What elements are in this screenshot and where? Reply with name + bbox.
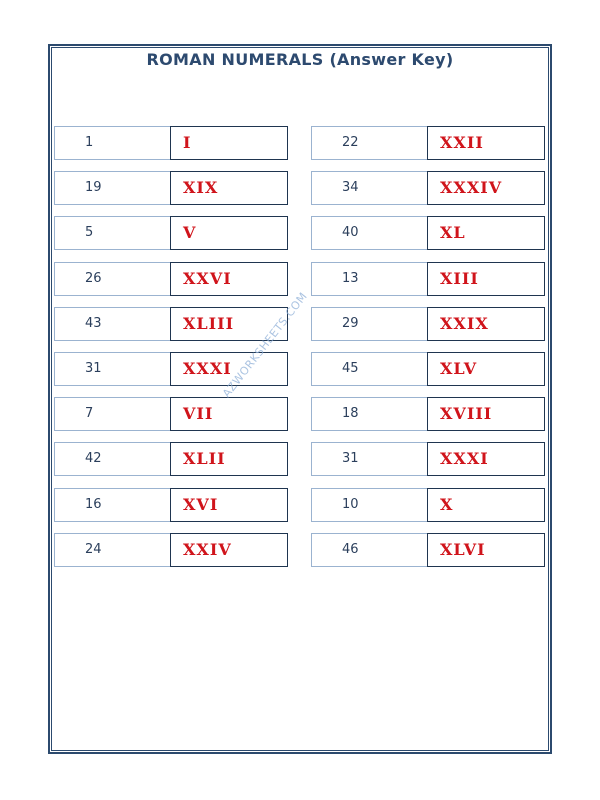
roman-answer-cell: VII: [170, 397, 288, 431]
roman-answer-cell: XXXIV: [427, 171, 545, 205]
roman-answer-cell: XXVI: [170, 262, 288, 296]
right-column: [311, 126, 545, 578]
number-cell: 31: [311, 442, 428, 476]
table-row: [54, 262, 288, 296]
roman-answer-cell: X: [427, 488, 545, 522]
table-row: [54, 488, 288, 522]
roman-answer-cell: XVIII: [427, 397, 545, 431]
number-cell: 18: [311, 397, 428, 431]
roman-answer-cell: XXXI: [170, 352, 288, 386]
number-cell: 40: [311, 216, 428, 250]
worksheet-title: ROMAN NUMERALS (Answer Key): [146, 50, 454, 69]
number-cell: 34: [311, 171, 428, 205]
table-row: [54, 216, 288, 250]
roman-answer-cell: XXIV: [170, 533, 288, 567]
number-cell: 26: [54, 262, 171, 296]
number-cell: 29: [311, 307, 428, 341]
table-row: [54, 442, 288, 476]
roman-answer-cell: XLV: [427, 352, 545, 386]
table-row: [54, 533, 288, 567]
number-cell: 31: [54, 352, 171, 386]
number-cell: 1: [54, 126, 171, 160]
roman-answer-cell: XXIX: [427, 307, 545, 341]
watermark: AZWORKSHEETS.COM: [220, 289, 311, 401]
number-cell: 42: [54, 442, 171, 476]
table-row: [311, 488, 545, 522]
number-cell: 46: [311, 533, 428, 567]
table-row: [311, 171, 545, 205]
number-cell: 16: [54, 488, 171, 522]
number-cell: 45: [311, 352, 428, 386]
table-row: [311, 216, 545, 250]
number-cell: 22: [311, 126, 428, 160]
roman-answer-cell: XIX: [170, 171, 288, 205]
table-row: [311, 442, 545, 476]
roman-answer-cell: XXII: [427, 126, 545, 160]
table-row: [311, 397, 545, 431]
table-row: [54, 307, 288, 341]
table-row: [54, 126, 288, 160]
table-row: [311, 126, 545, 160]
table-row: [311, 307, 545, 341]
number-cell: 13: [311, 262, 428, 296]
number-cell: 7: [54, 397, 171, 431]
roman-answer-cell: XLVI: [427, 533, 545, 567]
roman-answer-cell: I: [170, 126, 288, 160]
table-row: [311, 262, 545, 296]
roman-answer-cell: XVI: [170, 488, 288, 522]
table-row: [311, 352, 545, 386]
roman-answer-cell: XXXI: [427, 442, 545, 476]
number-cell: 10: [311, 488, 428, 522]
table-row: [311, 533, 545, 567]
table-row: [54, 397, 288, 431]
number-cell: 5: [54, 216, 171, 250]
roman-answer-cell: XL: [427, 216, 545, 250]
roman-answer-cell: XLII: [170, 442, 288, 476]
number-cell: 43: [54, 307, 171, 341]
table-row: [54, 171, 288, 205]
roman-answer-cell: XLIII: [170, 307, 288, 341]
number-cell: 19: [54, 171, 171, 205]
number-cell: 24: [54, 533, 171, 567]
roman-answer-cell: XIII: [427, 262, 545, 296]
roman-answer-cell: V: [170, 216, 288, 250]
